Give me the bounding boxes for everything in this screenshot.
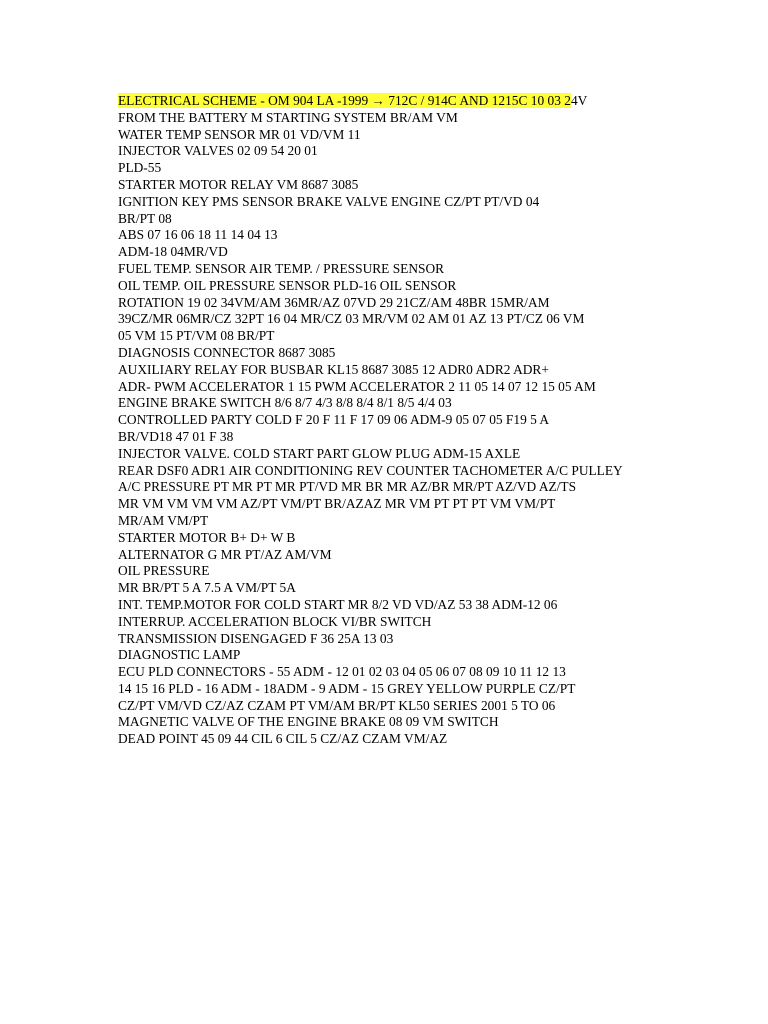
text-line: INJECTOR VALVE. COLD START PART GLOW PLUG ADM-15 AXLE <box>118 445 521 461</box>
text-line: PLD-55 <box>118 160 162 176</box>
document-lines <box>118 110 738 748</box>
text-line: ALTERNATOR G MR PT/AZ AM/VM <box>118 546 332 562</box>
text-line: MR BR/PT 5 A 7.5 A VM/PT 5A <box>118 580 296 596</box>
text-line: INJECTOR VALVES 02 09 54 20 01 <box>118 143 318 159</box>
text-line: WATER TEMP SENSOR MR 01 VD/VM 11 <box>118 126 361 142</box>
text-line: ADM-18 04MR/VD <box>118 244 228 260</box>
text-line: 05 VM 15 PT/VM 08 BR/PT <box>118 328 275 344</box>
text-line: A/C PRESSURE PT MR PT MR PT/VD MR BR MR AZ/BR MR/PT AZ/VD AZ/TS <box>118 479 577 495</box>
document-text <box>118 93 738 748</box>
text-line: IGNITION KEY PMS SENSOR BRAKE VALVE ENGINE CZ/PT PT/VD 04 <box>118 193 540 209</box>
text-line: 14 15 16 PLD - 16 ADM - 18ADM - 9 ADM - 15 GREY YELLOW PURPLE CZ/PT <box>118 680 576 696</box>
text-line: OIL TEMP. OIL PRESSURE SENSOR PLD-16 OIL SENSOR <box>118 277 457 293</box>
text-line: FUEL TEMP. SENSOR AIR TEMP. / PRESSURE SENSOR <box>118 260 445 276</box>
text-line: DIAGNOSTIC LAMP <box>118 647 241 663</box>
text-line: ECU PLD CONNECTORS - 55 ADM - 12 01 02 03 04 05 06 07 08 09 10 11 12 13 <box>118 664 566 680</box>
text-line: STARTER MOTOR RELAY VM 8687 3085 <box>118 176 359 192</box>
text-line: INTERRUP. ACCELERATION BLOCK VI/BR SWITCH <box>118 613 432 629</box>
text-line: ENGINE BRAKE SWITCH 8/6 8/7 4/3 8/8 8/4 8/1 8/5 4/4 03 <box>118 395 452 411</box>
text-line: CONTROLLED PARTY COLD F 20 F 11 F 17 09 06 ADM-9 05 07 05 F19 5 A <box>118 412 550 428</box>
text-line: MAGNETIC VALVE OF THE ENGINE BRAKE 08 09 VM SWITCH <box>118 714 499 730</box>
text-line: ADR- PWM ACCELERATOR 1 15 PWM ACCELERATOR 2 11 05 14 07 12 15 05 AM <box>118 378 596 394</box>
text-line: DIAGNOSIS CONNECTOR 8687 3085 <box>118 344 336 360</box>
text-line: TRANSMISSION DISENGAGED F 36 25A 13 03 <box>118 630 394 646</box>
text-line: 39CZ/MR 06MR/CZ 32PT 16 04 MR/CZ 03 MR/VM 02 AM 01 AZ 13 PT/CZ 06 VM <box>118 311 585 327</box>
text-line: STARTER MOTOR B+ D+ W B <box>118 529 296 545</box>
text-line: BR/PT 08 <box>118 210 172 226</box>
text-line: AUXILIARY RELAY FOR BUSBAR KL15 8687 3085 12 ADR0 ADR2 ADR+ <box>118 361 549 377</box>
text-line: BR/VD18 47 01 F 38 <box>118 428 234 444</box>
text-line: OIL PRESSURE <box>118 563 210 579</box>
text-line: CZ/PT VM/VD CZ/AZ CZAM PT VM/AM BR/PT KL50 SERIES 2001 5 TO 06 <box>118 697 556 713</box>
text-line: ABS 07 16 06 18 11 14 04 13 <box>118 227 278 243</box>
text-line: MR/AM VM/PT <box>118 512 209 528</box>
text-line: ROTATION 19 02 34VM/AM 36MR/AZ 07VD 29 21CZ/AM 48BR 15MR/AM <box>118 294 550 310</box>
title-suffix: 4V <box>570 93 588 108</box>
text-line: REAR DSF0 ADR1 AIR CONDITIONING REV COUNTER TACHOMETER A/C PULLEY <box>118 462 623 478</box>
text-line: INT. TEMP.MOTOR FOR COLD START MR 8/2 VD VD/AZ 53 38 ADM-12 06 <box>118 596 558 612</box>
text-line: DEAD POINT 45 09 44 CIL 6 CIL 5 CZ/AZ CZAM VM/AZ <box>118 731 448 747</box>
text-line: FROM THE BATTERY M STARTING SYSTEM BR/AM VM <box>118 109 458 125</box>
text-line: MR VM VM VM VM AZ/PT VM/PT BR/AZAZ MR VM PT PT PT VM VM/PT <box>118 496 556 512</box>
document-title-line <box>118 93 738 110</box>
highlighted-title: ELECTRICAL SCHEME - OM 904 LA -1999 → 712C / 914C AND 1215C 10 03 2 <box>118 93 571 108</box>
